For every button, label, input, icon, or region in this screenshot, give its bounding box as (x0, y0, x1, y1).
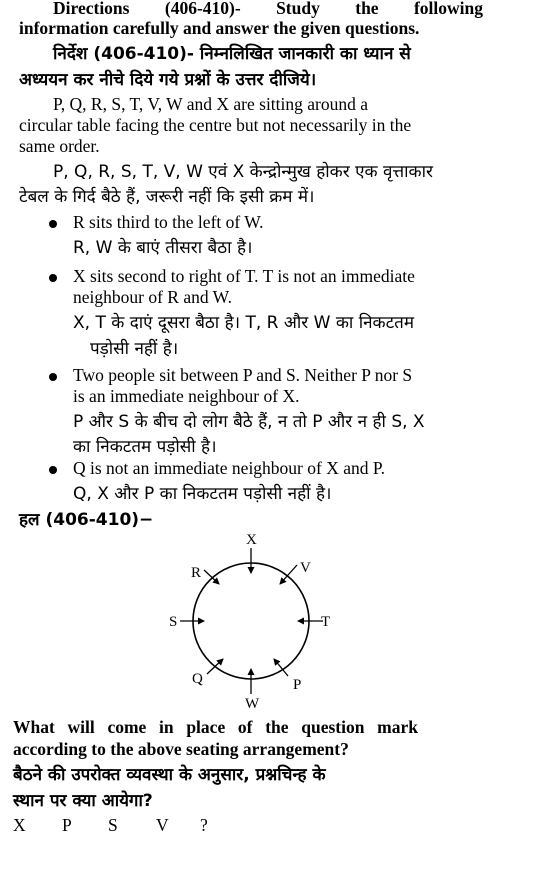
question-line-2: according to the above seating arrangement? (13, 739, 349, 759)
intro-line-2: circular table facing the centre but not necessarily in the (19, 115, 412, 135)
intro-hindi-line-2: टेबल के गिर्द बैठे हैं, जरूरी नहीं कि इसी क्रम में। (19, 187, 315, 207)
sequence-item: V (156, 815, 169, 835)
solution-heading: हल (406-410)− (19, 510, 154, 530)
clue-1-hi: R, W के बाएं तीसरा बैठा है। (73, 238, 253, 258)
question-hindi-line-1: बैठने की उपरोक्त व्यवस्था के अनुसार, प्रश्नचिन्ह के (13, 765, 326, 785)
bullet-icon (49, 373, 57, 381)
bullet-icon (49, 466, 57, 474)
sequence-question-mark: ? (200, 815, 208, 835)
round-table (193, 563, 309, 679)
label-p: P (293, 677, 302, 693)
arrow-v-icon (280, 565, 297, 584)
clue-2-en-2: neighbour of R and W. (73, 287, 232, 307)
intro-hindi-line-1: P, Q, R, S, T, V, W एवं X केन्द्रोन्मुख होकर एक वृत्ताकार (53, 162, 433, 182)
bullet-icon (49, 274, 57, 282)
label-w: W (245, 696, 260, 712)
label-q: Q (192, 671, 203, 687)
directions-line-1: Directions (406-410)- Study the following (53, 0, 483, 18)
arrow-r-icon (204, 570, 219, 584)
directions-hindi-line-1: निर्देश (406-410)- निम्नलिखित जानकारी का ध्यान से (53, 44, 411, 64)
bullet-icon (49, 220, 57, 228)
sequence-item: P (62, 815, 72, 835)
sequence-item: S (108, 815, 118, 835)
directions-line-2: information carefully and answer the given questions. (19, 18, 420, 38)
clue-2-en-1: X sits second to right of T. T is not an immediate (73, 266, 415, 286)
intro-line-3: same order. (19, 136, 100, 156)
seating-diagram (160, 528, 350, 713)
label-t: T (321, 614, 331, 630)
directions-hindi-line-2: अध्ययन कर नीचे दिये गये प्रश्नों के उत्तर दीजिये। (19, 70, 317, 90)
clue-3-hi-2: का निकटतम पड़ोसी है। (73, 437, 217, 457)
label-s: S (169, 614, 178, 630)
intro-line-1: P, Q, R, S, T, V, W and X are sitting around a (53, 94, 368, 114)
label-v: V (300, 560, 311, 576)
clue-3-hi-1: P और S के बीच दो लोग बैठे हैं, न तो P और न ही S, X (73, 412, 425, 432)
sequence-item: X (13, 815, 26, 835)
question-hindi-line-2: स्थान पर क्या आयेगा? (13, 791, 153, 811)
clue-1-en: R sits third to the left of W. (73, 212, 264, 232)
clue-4-en: Q is not an immediate neighbour of X and P. (73, 458, 386, 478)
question-line-1: What will come in place of the question mark (13, 717, 418, 737)
clue-3-en-2: is an immediate neighbour of X. (73, 386, 300, 406)
clue-4-hi: Q, X और P का निकटतम पड़ोसी नहीं है। (73, 484, 332, 504)
clue-2-hi-1: X, T के दाएं दूसरा बैठा है। T, R और W का निकटतम (73, 313, 415, 333)
label-x: X (246, 532, 257, 548)
label-r: R (191, 565, 202, 581)
clue-2-hi-2: पड़ोसी नहीं है। (90, 339, 179, 359)
clue-3-en-1: Two people sit between P and S. Neither P nor S (73, 365, 413, 385)
